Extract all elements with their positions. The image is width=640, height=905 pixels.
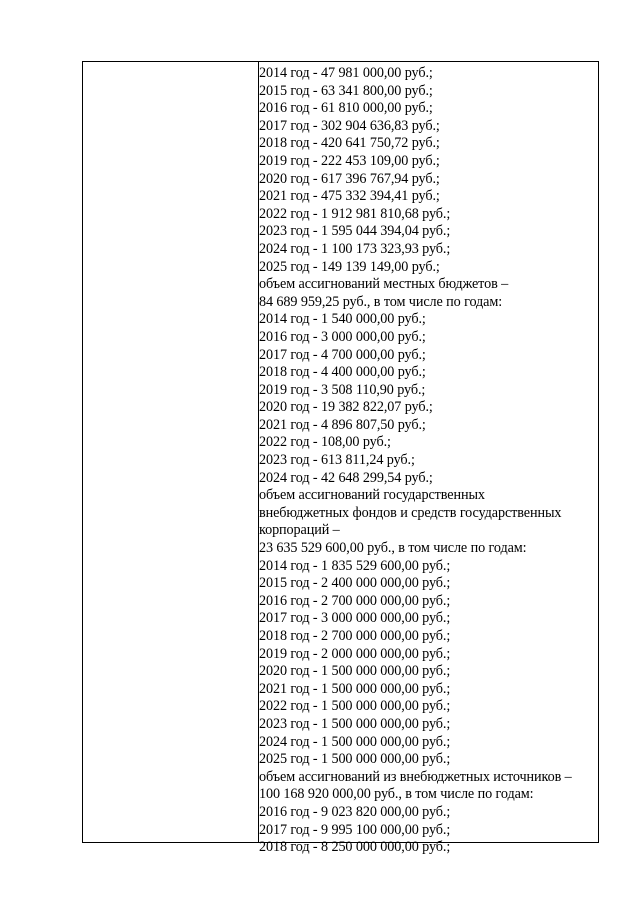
- text-line: объем ассигнований местных бюджетов –: [259, 276, 509, 293]
- text-line: 2018 год - 8 250 000 000,00 руб.;: [259, 839, 451, 856]
- text-line: 2019 год - 2 000 000 000,00 руб.;: [259, 645, 451, 662]
- text-line: 2019 год - 3 508 110,90 руб.;: [259, 381, 426, 398]
- text-line: 2017 год - 4 700 000,00 руб.;: [259, 346, 426, 363]
- text-line: 2024 год - 1 100 173 323,93 руб.;: [259, 240, 451, 257]
- text-line: 2021 год - 475 332 394,41 руб.;: [259, 188, 440, 205]
- text-line: 2017 год - 3 000 000 000,00 руб.;: [259, 610, 451, 627]
- text-line: 2023 год - 613 811,24 руб.;: [259, 452, 415, 469]
- text-line: 2016 год - 61 810 000,00 руб.;: [259, 100, 433, 117]
- text-line: 2014 год - 1 835 529 600,00 руб.;: [259, 557, 451, 574]
- budget-table: [82, 61, 599, 856]
- text-line: 2020 год - 617 396 767,94 руб.;: [259, 170, 440, 187]
- text-line: 23 635 529 600,00 руб., в том числе по годам:: [259, 540, 527, 557]
- table-left-cell: [83, 62, 258, 842]
- text-line: 2016 год - 9 023 820 000,00 руб.;: [259, 803, 451, 820]
- text-line: 2022 год - 1 500 000 000,00 руб.;: [259, 698, 451, 715]
- text-line: 2015 год - 63 341 800,00 руб.;: [259, 82, 433, 99]
- text-line: 2020 год - 19 382 822,07 руб.;: [259, 399, 433, 416]
- text-line: 2020 год - 1 500 000 000,00 руб.;: [259, 663, 451, 680]
- text-line: 2015 год - 2 400 000 000,00 руб.;: [259, 575, 451, 592]
- text-line: 2025 год - 149 139 149,00 руб.;: [259, 258, 440, 275]
- text-line: корпораций –: [259, 522, 340, 539]
- text-line: 2016 год - 3 000 000,00 руб.;: [259, 328, 426, 345]
- text-line: 2021 год - 1 500 000 000,00 руб.;: [259, 680, 451, 697]
- text-line: внебюджетных фондов и средств государственных: [259, 504, 562, 521]
- text-line: 2016 год - 2 700 000 000,00 руб.;: [259, 592, 451, 609]
- text-line: 2017 год - 9 995 100 000,00 руб.;: [259, 821, 451, 838]
- text-line: 2014 год - 1 540 000,00 руб.;: [259, 311, 426, 328]
- text-line: 100 168 920 000,00 руб., в том числе по годам:: [259, 786, 534, 803]
- text-line: 2024 год - 1 500 000 000,00 руб.;: [259, 733, 451, 750]
- text-line: 2023 год - 1 500 000 000,00 руб.;: [259, 715, 451, 732]
- text-line: 2025 год - 1 500 000 000,00 руб.;: [259, 751, 451, 768]
- text-line: 2018 год - 2 700 000 000,00 руб.;: [259, 628, 451, 644]
- text-line: объем ассигнований государственных: [259, 487, 485, 504]
- text-line: объем ассигнований из внебюджетных источников –: [259, 768, 572, 785]
- text-line: 2021 год - 4 896 807,50 руб.;: [259, 416, 426, 433]
- text-line: 2022 год - 108,00 руб.;: [259, 434, 391, 451]
- text-line: 2022 год - 1 912 981 810,68 руб.;: [259, 205, 451, 222]
- text-line: 2024 год - 42 648 299,54 руб.;: [259, 469, 433, 486]
- text-line: 2023 год - 1 595 044 394,04 руб.;: [259, 223, 451, 240]
- text-line: 2014 год - 47 981 000,00 руб.;: [259, 65, 433, 81]
- text-line: 2018 год - 4 400 000,00 руб.;: [259, 364, 426, 381]
- text-line: 84 689 959,25 руб., в том числе по годам:: [259, 293, 503, 310]
- table-right-cell: [259, 65, 599, 857]
- text-line: 2018 год - 420 641 750,72 руб.;: [259, 135, 440, 152]
- text-line: 2017 год - 302 904 636,83 руб.;: [259, 117, 440, 134]
- text-line: 2019 год - 222 453 109,00 руб.;: [259, 152, 440, 169]
